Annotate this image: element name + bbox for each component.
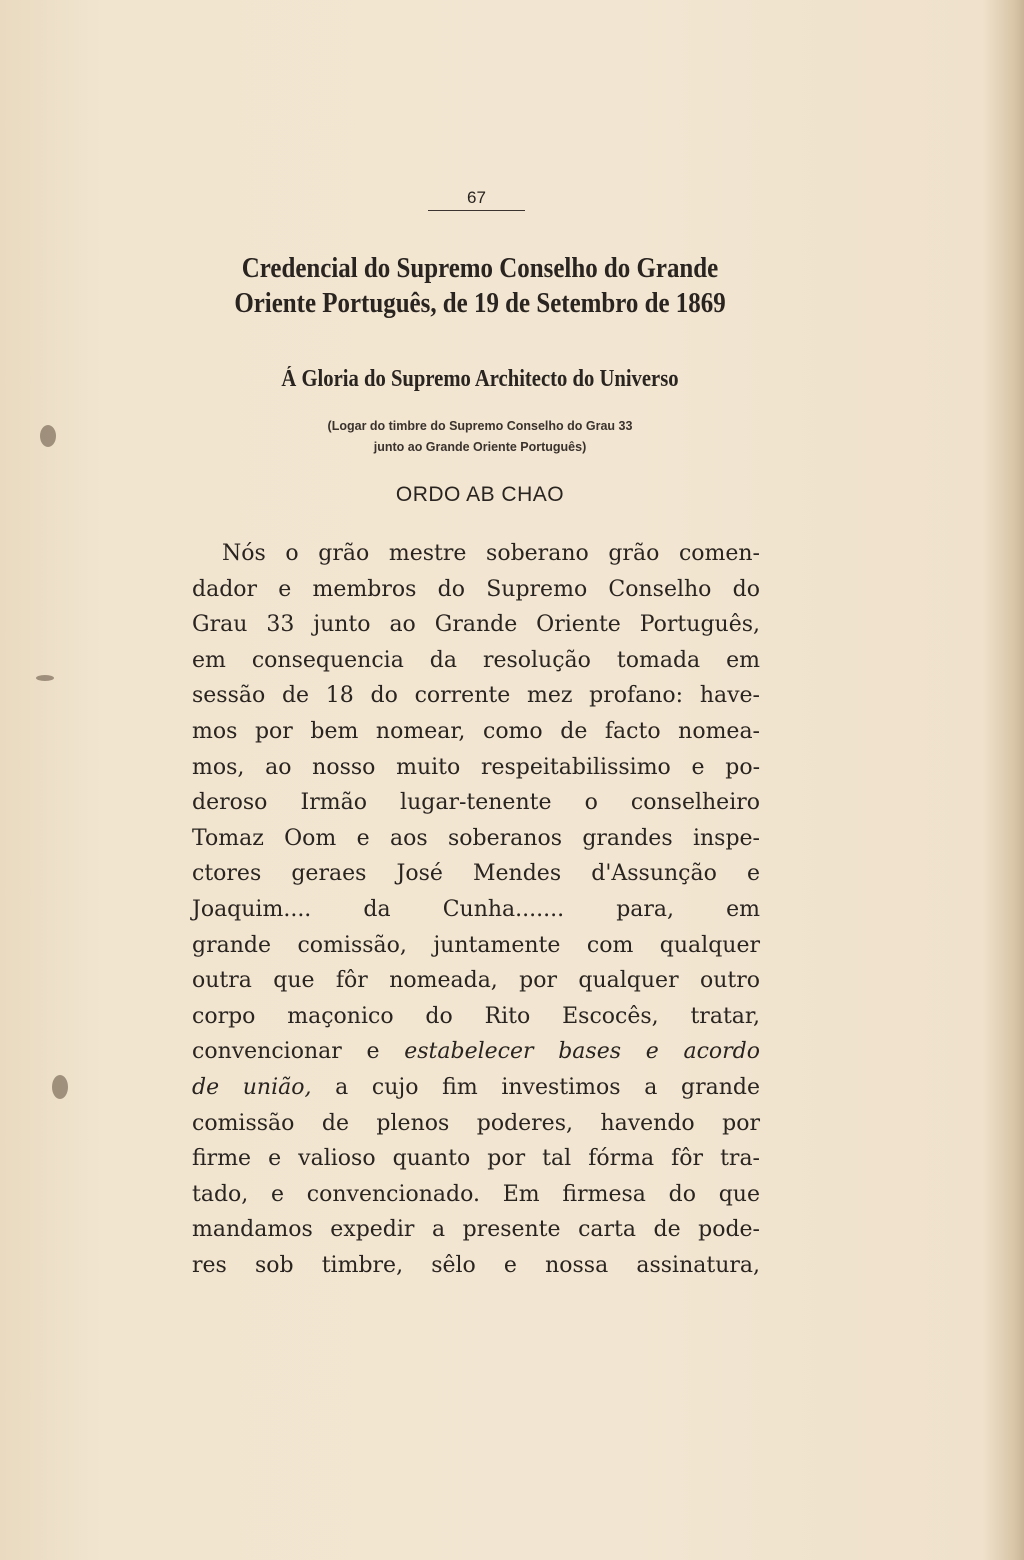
title-line-1: Credencial do Supremo Conselho do Grande [241,252,719,284]
body-line [192,572,760,608]
text-segment: ctores geraes José Mendes d'Assunção e [192,861,760,887]
italic-text: estabelecer bases e acordo [404,1039,761,1065]
text-segment: tado, e convencionado. Em firmesa do que [192,1181,760,1207]
italic-text: de união, [192,1074,312,1100]
text-segment: a cujo fim investimos a grande [311,1074,760,1100]
binding-hole [52,1075,68,1099]
letterhead-note [200,416,760,458]
body-line [192,1034,760,1070]
text-segment: dador e membros do Supremo Conselho do [192,576,760,602]
body-line [192,999,760,1035]
text-segment: firme e valioso quanto por tal fórma fôr tra- [192,1146,760,1172]
text-segment: Nós o grão mestre soberano grão comen- [222,541,760,566]
text-segment: convencionar e [192,1039,405,1065]
binding-hole [40,425,56,447]
text-segment: Tomaz Oom e aos soberanos grandes inspe- [192,825,760,851]
text-segment: mos por bem nomear, como de facto nomea- [192,718,760,744]
body-line [192,785,760,821]
body-line [192,678,760,714]
body-line [192,1070,760,1106]
body-line [192,821,760,857]
note-line-1: (Logar do timbre do Supremo Conselho do Grau 33 [327,419,633,433]
page-number: 67 [428,188,525,211]
text-segment: grande comissão, juntamente com qualquer [192,932,760,958]
text-segment: mos, ao nosso muito respeitabilissimo e po- [192,754,760,780]
text-segment: outra que fôr nomeada, por qualquer outro [192,968,760,994]
body-line [192,607,760,643]
body-line [192,1106,760,1142]
binding-hole [36,675,54,681]
motto: ORDO AB CHAO [395,483,565,506]
body-line [192,1177,760,1213]
text-segment: corpo maçonico do Rito Escocês, tratar, [192,1003,760,1029]
body-line [192,1248,760,1284]
text-segment: Grau 33 junto ao Grande Oriente Português, [192,612,760,638]
body-line [192,643,760,679]
body-line [192,714,760,750]
body-line [192,856,760,892]
body-line [192,1141,760,1177]
body-line [192,928,760,964]
text-segment: em consequencia da resolução tomada em [192,647,760,673]
subtitle: Á Gloria do Supremo Architecto do Universo [281,366,679,392]
text-segment: deroso Irmão lugar-tenente o conselheiro [192,790,760,816]
body-line [192,536,760,572]
body-line [192,963,760,999]
text-segment: comissão de plenos poderes, havendo por [192,1110,760,1136]
note-line-2: junto ao Grande Oriente Português) [373,440,587,454]
text-segment: sessão de 18 do corrente mez profano: have- [192,683,760,709]
body-text [192,536,760,1283]
body-line [192,892,760,928]
body-line [192,750,760,786]
title-line-2: Oriente Português, de 19 de Setembro de 1869 [234,287,726,319]
body-line [192,1212,760,1248]
text-segment: Joaquim.... da Cunha....... para, em [192,896,760,922]
text-segment: res sob timbre, sêlo e nossa assinatura, [192,1252,760,1278]
text-segment: mandamos expedir a presente carta de pode- [192,1217,760,1243]
